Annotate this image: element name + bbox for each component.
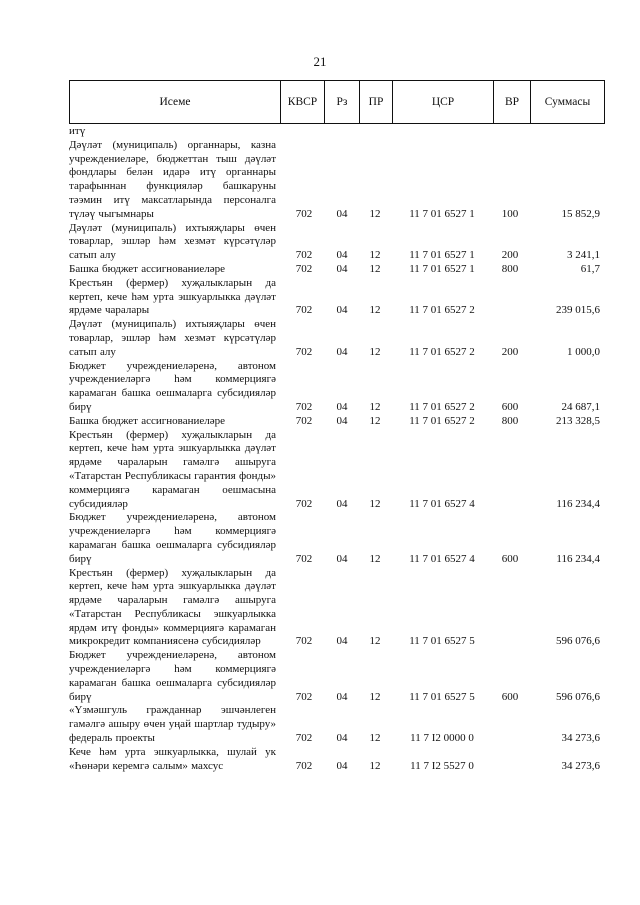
kvsr-cell: 702 xyxy=(295,759,313,772)
pr-cell: 12 xyxy=(369,759,381,772)
vr-cell: 800 xyxy=(501,262,519,275)
csr-cell: 11 7 01 6527 1 xyxy=(409,249,475,262)
table-row xyxy=(69,139,605,222)
pr-cell: 12 xyxy=(369,304,381,317)
csr-cell: 11 7 01 6527 2 xyxy=(409,414,475,427)
rz-cell: 04 xyxy=(336,262,348,275)
pr-cell: 12 xyxy=(369,262,381,275)
sum-cell: 596 076,6 xyxy=(556,690,600,703)
table-row xyxy=(69,222,605,263)
sum-cell: 24 687,1 xyxy=(561,400,600,413)
rz-cell: 04 xyxy=(336,304,348,317)
row-name-cell: Дәүләт (муниципаль) ихтыяҗлары өчен товарлар, эшләр һәм хезмәт күрсәтүләр сатып алу xyxy=(69,221,276,262)
rz-cell: 04 xyxy=(336,552,348,565)
sum-cell: 116 234,4 xyxy=(556,497,600,510)
header-sum: Суммасы xyxy=(530,81,604,123)
pr-cell: 12 xyxy=(369,207,381,220)
sum-cell: 61,7 xyxy=(580,262,600,275)
pr-cell: 12 xyxy=(369,690,381,703)
csr-cell: 11 7 01 6527 1 xyxy=(409,207,475,220)
csr-cell: 11 7 I2 0000 0 xyxy=(410,732,474,745)
kvsr-cell: 702 xyxy=(295,690,313,703)
sum-cell: 116 234,4 xyxy=(556,552,600,565)
pr-cell: 12 xyxy=(369,635,381,648)
rz-cell: 04 xyxy=(336,345,348,358)
header-rz: Рз xyxy=(324,81,359,123)
kvsr-cell: 702 xyxy=(295,207,313,220)
row-name-cell: «Үзмәшгуль гражданнар эшчәнлеген гамәлгә ашыру өчен уңай шартлар тудыру» федераль проекты xyxy=(69,704,276,745)
pr-cell: 12 xyxy=(369,414,381,427)
kvsr-cell: 702 xyxy=(295,635,313,648)
kvsr-cell: 702 xyxy=(295,262,313,275)
table-row xyxy=(69,125,605,139)
sum-cell: 15 852,9 xyxy=(561,207,600,220)
row-name-cell: Крестьян (фермер) хуҗалыкларын да кертеп, кече һәм урта эшкуарлыкка дәүләт ярдәме чараларын гамәлгә ашыруга «Татарстан Республикасы эшкуарлыкка ярдәм итү фонды» коммерциягә карамаган микрокредит компаниясенә субсидияләр xyxy=(69,566,276,648)
sum-cell: 34 273,6 xyxy=(561,732,600,745)
table-row xyxy=(69,649,605,704)
csr-cell: 11 7 01 6527 5 xyxy=(409,690,475,703)
header-kvsr: КВСР xyxy=(280,81,324,123)
row-name-cell: Бюджет учреждениеләренә, автоном учреждениеләргә һәм коммерциягә карамаган башка оешмаларга субсидияләр бирү xyxy=(69,511,276,565)
kvsr-cell: 702 xyxy=(295,414,313,427)
vr-cell: 600 xyxy=(501,552,519,565)
csr-cell: 11 7 01 6527 2 xyxy=(409,400,475,413)
sum-cell: 596 076,6 xyxy=(556,635,600,648)
rz-cell: 04 xyxy=(336,635,348,648)
header-name: Исеме xyxy=(159,96,191,108)
row-name-cell: Дәүләт (муниципаль) ихтыяҗлары өчен товарлар, эшләр һәм хезмәт күрсәтүләр сатып алу xyxy=(69,318,276,358)
page-number: 21 xyxy=(313,54,327,69)
kvsr-cell: 702 xyxy=(295,497,313,510)
vr-cell: 800 xyxy=(501,414,519,427)
pr-cell: 12 xyxy=(369,732,381,745)
row-name-cell: итү xyxy=(69,125,86,137)
vr-cell: 200 xyxy=(501,249,519,262)
vr-cell: 100 xyxy=(501,207,519,220)
table-row xyxy=(69,567,605,650)
rz-cell: 04 xyxy=(336,732,348,745)
row-name-cell: Кече һәм урта эшкуарлыкка, шулай ук «Һөнәри керемгә салым» махсус xyxy=(69,745,276,772)
header-csr: ЦСР xyxy=(392,81,493,123)
table-row xyxy=(69,746,605,774)
csr-cell: 11 7 01 6527 2 xyxy=(409,345,475,358)
rz-cell: 04 xyxy=(336,414,348,427)
kvsr-cell: 702 xyxy=(295,552,313,565)
table-row xyxy=(69,318,605,359)
kvsr-cell: 702 xyxy=(295,249,313,262)
row-name-cell: Крестьян (фермер) хуҗалыкларын да кертеп, кече һәм урта эшкуарлыкка дәүләт ярдәме чаралары xyxy=(69,276,276,317)
table-row xyxy=(69,360,605,415)
pr-cell: 12 xyxy=(369,497,381,510)
sum-cell: 34 273,6 xyxy=(561,759,600,772)
table-row xyxy=(69,415,605,429)
pr-cell: 12 xyxy=(369,249,381,262)
row-name-cell: Башка бюджет ассигнованиеләре xyxy=(69,414,225,427)
row-name-cell: Бюджет учреждениеләренә, автоном учреждениеләргә һәм коммерциягә карамаган башка оешмаларга субсидияләр бирү xyxy=(69,359,276,413)
csr-cell: 11 7 I2 5527 0 xyxy=(410,759,474,772)
csr-cell: 11 7 01 6527 1 xyxy=(409,262,475,275)
rz-cell: 04 xyxy=(336,497,348,510)
csr-cell: 11 7 01 6527 4 xyxy=(409,497,475,510)
header-vr: ВР xyxy=(493,81,530,123)
header-pr: ПР xyxy=(359,81,392,123)
row-name-cell: Башка бюджет ассигнованиеләре xyxy=(69,262,225,275)
table-header xyxy=(69,80,605,124)
rz-cell: 04 xyxy=(336,207,348,220)
rz-cell: 04 xyxy=(336,759,348,772)
row-name-cell: Бюджет учреждениеләренә, автоном учреждениеләргә һәм коммерциягә карамаган башка оешмаларга субсидияләр бирү xyxy=(69,649,276,703)
table-row xyxy=(69,511,605,566)
sum-cell: 239 015,6 xyxy=(556,304,600,317)
table-row xyxy=(69,704,605,745)
rz-cell: 04 xyxy=(336,690,348,703)
csr-cell: 11 7 01 6527 2 xyxy=(409,304,475,317)
kvsr-cell: 702 xyxy=(295,400,313,413)
rz-cell: 04 xyxy=(336,400,348,413)
table-body xyxy=(69,125,605,773)
kvsr-cell: 702 xyxy=(295,732,313,745)
table-row xyxy=(69,429,605,512)
kvsr-cell: 702 xyxy=(295,304,313,317)
row-name-cell: Крестьян (фермер) хуҗалыкларын да кертеп, кече һәм урта эшкуарлыкка дәүләт ярдәме чараларын гамәлгә ашыруга «Татарстан Республикасы гарантия фонды» коммерциягә карамаган оешмасына субсидияләр xyxy=(69,428,276,510)
sum-cell: 3 241,1 xyxy=(567,249,600,262)
table-row xyxy=(69,277,605,318)
pr-cell: 12 xyxy=(369,345,381,358)
csr-cell: 11 7 01 6527 5 xyxy=(409,635,475,648)
rz-cell: 04 xyxy=(336,249,348,262)
pr-cell: 12 xyxy=(369,400,381,413)
sum-cell: 1 000,0 xyxy=(567,345,600,358)
vr-cell: 600 xyxy=(501,400,519,413)
vr-cell: 600 xyxy=(501,690,519,703)
table-row xyxy=(69,263,605,277)
vr-cell: 200 xyxy=(501,345,519,358)
csr-cell: 11 7 01 6527 4 xyxy=(409,552,475,565)
row-name-cell: Дәүләт (муниципаль) органнары, казна учреждениеләре, бюджеттан тыш дәүләт фондлары белән идарә итү органнары тарафыннан функцияләр башкаруны тәэмин итү максатларында персоналга түләү чыгымнары xyxy=(69,138,276,220)
sum-cell: 213 328,5 xyxy=(556,414,600,427)
pr-cell: 12 xyxy=(369,552,381,565)
kvsr-cell: 702 xyxy=(295,345,313,358)
